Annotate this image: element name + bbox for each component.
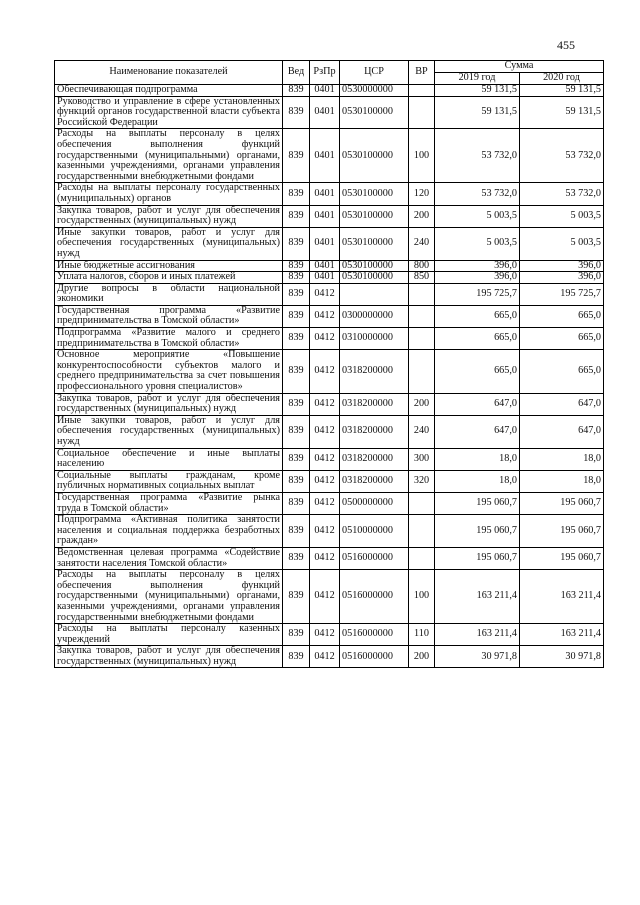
row-ved: 839: [283, 393, 310, 415]
row-sum-2020: 195 060,7: [520, 492, 604, 514]
table-row: [55, 96, 604, 129]
header-vr: ВР: [409, 61, 435, 85]
row-rzpr: 0412: [310, 624, 340, 646]
row-ved: 839: [283, 227, 310, 260]
row-sum-2019: 163 211,4: [435, 570, 520, 624]
table-row: [55, 328, 604, 350]
row-vr: [409, 283, 435, 305]
header-name: Наименование показателей: [55, 61, 283, 85]
row-csr: 0530000000: [340, 85, 409, 97]
row-name: Государственная программа «Развитие рынка труда в Томской области»: [55, 492, 283, 514]
row-sum-2019: 53 732,0: [435, 129, 520, 183]
row-csr: 0516000000: [340, 646, 409, 668]
page-number: 455: [557, 38, 575, 52]
row-ved: 839: [283, 448, 310, 470]
row-vr: [409, 350, 435, 393]
header-year-2019: 2019 год: [435, 73, 520, 85]
row-rzpr: 0412: [310, 547, 340, 569]
row-sum-2019: 195 060,7: [435, 547, 520, 569]
row-sum-2020: 195 725,7: [520, 283, 604, 305]
row-sum-2019: 59 131,5: [435, 85, 520, 97]
header-csr: ЦСР: [340, 61, 409, 85]
row-sum-2020: 396,0: [520, 260, 604, 272]
row-rzpr: 0412: [310, 350, 340, 393]
row-sum-2020: 665,0: [520, 350, 604, 393]
row-sum-2019: 647,0: [435, 393, 520, 415]
row-name: Подпрограмма «Активная политика занятости населения и социальная поддержка безработных граждан»: [55, 515, 283, 548]
table-row: [55, 283, 604, 305]
row-rzpr: 0412: [310, 393, 340, 415]
table-row: [55, 492, 604, 514]
row-csr: 0318200000: [340, 448, 409, 470]
row-csr: 0318200000: [340, 350, 409, 393]
row-rzpr: 0412: [310, 283, 340, 305]
row-csr: 0318200000: [340, 470, 409, 492]
row-name: Расходы на выплаты персоналу в целях обеспечения выполнения функций государственными (муниципальными) органами, казенными учреждениями, органами управления государственными внебюджетными фондами: [55, 570, 283, 624]
row-sum-2019: 647,0: [435, 415, 520, 448]
row-sum-2019: 5 003,5: [435, 205, 520, 227]
row-sum-2020: 665,0: [520, 328, 604, 350]
row-name: Иные закупки товаров, работ и услуг для обеспечения государственных (муниципальных) нужд: [55, 227, 283, 260]
table-row: [55, 129, 604, 183]
row-sum-2020: 18,0: [520, 470, 604, 492]
row-sum-2020: 5 003,5: [520, 227, 604, 260]
header-rzpr: РзПр: [310, 61, 340, 85]
row-vr: 200: [409, 205, 435, 227]
row-name: Иные бюджетные ассигнования: [55, 260, 283, 272]
header-ved: Вед: [283, 61, 310, 85]
table-row: [55, 470, 604, 492]
row-rzpr: 0412: [310, 328, 340, 350]
table-row: [55, 183, 604, 205]
row-ved: 839: [283, 470, 310, 492]
row-vr: 110: [409, 624, 435, 646]
row-rzpr: 0412: [310, 415, 340, 448]
row-ved: 839: [283, 646, 310, 668]
row-sum-2019: 53 732,0: [435, 183, 520, 205]
row-ved: 839: [283, 129, 310, 183]
row-name: Расходы на выплаты персоналу казенных учреждений: [55, 624, 283, 646]
row-vr: 320: [409, 470, 435, 492]
row-ved: 839: [283, 205, 310, 227]
row-ved: 839: [283, 85, 310, 97]
row-vr: [409, 85, 435, 97]
table-row: [55, 260, 604, 272]
row-rzpr: 0401: [310, 227, 340, 260]
row-rzpr: 0401: [310, 260, 340, 272]
row-sum-2020: 53 732,0: [520, 183, 604, 205]
row-ved: 839: [283, 570, 310, 624]
row-vr: 200: [409, 646, 435, 668]
table-row: [55, 272, 604, 284]
row-ved: 839: [283, 283, 310, 305]
row-csr: [340, 283, 409, 305]
row-ved: 839: [283, 515, 310, 548]
row-sum-2019: 665,0: [435, 328, 520, 350]
row-csr: 0516000000: [340, 570, 409, 624]
row-name: Ведомственная целевая программа «Содействие занятости населения Томской области»: [55, 547, 283, 569]
row-rzpr: 0412: [310, 305, 340, 327]
table-row: [55, 570, 604, 624]
row-csr: 0500000000: [340, 492, 409, 514]
row-csr: 0310000000: [340, 328, 409, 350]
row-sum-2020: 647,0: [520, 393, 604, 415]
row-vr: 120: [409, 183, 435, 205]
row-csr: 0510000000: [340, 515, 409, 548]
row-sum-2020: 647,0: [520, 415, 604, 448]
row-csr: 0530100000: [340, 96, 409, 129]
table-row: [55, 205, 604, 227]
table-row: [55, 85, 604, 97]
row-ved: 839: [283, 305, 310, 327]
row-csr: 0530100000: [340, 260, 409, 272]
row-csr: 0516000000: [340, 547, 409, 569]
row-rzpr: 0412: [310, 448, 340, 470]
row-name: Закупка товаров, работ и услуг для обеспечения государственных (муниципальных) нужд: [55, 393, 283, 415]
row-vr: 300: [409, 448, 435, 470]
header-year-2020: 2020 год: [520, 73, 604, 85]
row-name: Социальное обеспечение и иные выплаты населению: [55, 448, 283, 470]
row-sum-2019: 396,0: [435, 260, 520, 272]
row-sum-2020: 5 003,5: [520, 205, 604, 227]
header-sum: Сумма: [435, 61, 604, 73]
row-rzpr: 0401: [310, 129, 340, 183]
row-sum-2020: 59 131,5: [520, 96, 604, 129]
row-rzpr: 0401: [310, 205, 340, 227]
row-sum-2019: 30 971,8: [435, 646, 520, 668]
row-rzpr: 0412: [310, 470, 340, 492]
row-ved: 839: [283, 350, 310, 393]
table-row: [55, 393, 604, 415]
row-sum-2019: 59 131,5: [435, 96, 520, 129]
row-name: Обеспечивающая подпрограмма: [55, 85, 283, 97]
table-row: [55, 227, 604, 260]
row-csr: 0530100000: [340, 227, 409, 260]
row-name: Расходы на выплаты персоналу в целях обеспечения выполнения функций государственными (муниципальными) органами, казенными учреждениями, органами управления государственными внебюджетными фондами: [55, 129, 283, 183]
row-rzpr: 0412: [310, 492, 340, 514]
row-name: Уплата налогов, сборов и иных платежей: [55, 272, 283, 284]
row-rzpr: 0401: [310, 183, 340, 205]
row-csr: 0318200000: [340, 393, 409, 415]
row-name: Социальные выплаты гражданам, кроме публичных нормативных социальных выплат: [55, 470, 283, 492]
row-csr: 0530100000: [340, 272, 409, 284]
row-sum-2020: 195 060,7: [520, 547, 604, 569]
row-name: Основное мероприятие «Повышение конкурентоспособности субъектов малого и среднего предпринимательства за счет повышения профессионального уровня специалистов»: [55, 350, 283, 393]
table-row: [55, 350, 604, 393]
row-sum-2020: 30 971,8: [520, 646, 604, 668]
row-sum-2020: 59 131,5: [520, 85, 604, 97]
row-sum-2019: 396,0: [435, 272, 520, 284]
row-sum-2020: 195 060,7: [520, 515, 604, 548]
row-sum-2020: 163 211,4: [520, 624, 604, 646]
row-name: Иные закупки товаров, работ и услуг для обеспечения государственных (муниципальных) нужд: [55, 415, 283, 448]
row-sum-2020: 18,0: [520, 448, 604, 470]
row-csr: 0530100000: [340, 183, 409, 205]
row-vr: 800: [409, 260, 435, 272]
table-row: [55, 415, 604, 448]
row-sum-2019: 163 211,4: [435, 624, 520, 646]
row-name: Другие вопросы в области национальной экономики: [55, 283, 283, 305]
row-vr: 100: [409, 129, 435, 183]
row-name: Закупка товаров, работ и услуг для обеспечения государственных (муниципальных) нужд: [55, 646, 283, 668]
row-sum-2019: 5 003,5: [435, 227, 520, 260]
row-ved: 839: [283, 492, 310, 514]
row-name: Расходы на выплаты персоналу государственных (муниципальных) органов: [55, 183, 283, 205]
row-name: Закупка товаров, работ и услуг для обеспечения государственных (муниципальных) нужд: [55, 205, 283, 227]
row-vr: 200: [409, 393, 435, 415]
row-ved: 839: [283, 183, 310, 205]
row-vr: [409, 547, 435, 569]
table-row: [55, 624, 604, 646]
table-body: [55, 85, 604, 668]
row-sum-2020: 163 211,4: [520, 570, 604, 624]
row-sum-2019: 195 060,7: [435, 515, 520, 548]
row-csr: 0530100000: [340, 205, 409, 227]
row-rzpr: 0412: [310, 570, 340, 624]
table-row: [55, 448, 604, 470]
table-row: [55, 547, 604, 569]
table-row: [55, 305, 604, 327]
row-rzpr: 0401: [310, 96, 340, 129]
row-rzpr: 0412: [310, 646, 340, 668]
row-name: Государственная программа «Развитие предпринимательства в Томской области»: [55, 305, 283, 327]
row-csr: 0530100000: [340, 129, 409, 183]
row-ved: 839: [283, 415, 310, 448]
row-vr: [409, 492, 435, 514]
row-sum-2020: 665,0: [520, 305, 604, 327]
row-vr: [409, 96, 435, 129]
row-ved: 839: [283, 96, 310, 129]
row-ved: 839: [283, 272, 310, 284]
row-sum-2019: 18,0: [435, 470, 520, 492]
budget-table: [54, 60, 604, 668]
row-ved: 839: [283, 624, 310, 646]
row-sum-2019: 665,0: [435, 350, 520, 393]
row-ved: 839: [283, 260, 310, 272]
row-vr: [409, 328, 435, 350]
row-vr: 240: [409, 415, 435, 448]
row-rzpr: 0412: [310, 515, 340, 548]
table-row: [55, 646, 604, 668]
row-rzpr: 0401: [310, 272, 340, 284]
row-name: Руководство и управление в сфере установленных функций органов государственной власти субъекта Российской Федерации: [55, 96, 283, 129]
row-csr: 0318200000: [340, 415, 409, 448]
row-rzpr: 0401: [310, 85, 340, 97]
row-sum-2019: 195 725,7: [435, 283, 520, 305]
row-sum-2019: 195 060,7: [435, 492, 520, 514]
row-sum-2020: 53 732,0: [520, 129, 604, 183]
row-vr: 100: [409, 570, 435, 624]
row-csr: 0516000000: [340, 624, 409, 646]
row-ved: 839: [283, 547, 310, 569]
row-vr: [409, 515, 435, 548]
row-sum-2020: 396,0: [520, 272, 604, 284]
row-vr: 240: [409, 227, 435, 260]
row-sum-2019: 18,0: [435, 448, 520, 470]
row-csr: 0300000000: [340, 305, 409, 327]
row-vr: 850: [409, 272, 435, 284]
table-row: [55, 515, 604, 548]
row-name: Подпрограмма «Развитие малого и среднего предпринимательства в Томской области»: [55, 328, 283, 350]
row-ved: 839: [283, 328, 310, 350]
row-sum-2019: 665,0: [435, 305, 520, 327]
row-vr: [409, 305, 435, 327]
